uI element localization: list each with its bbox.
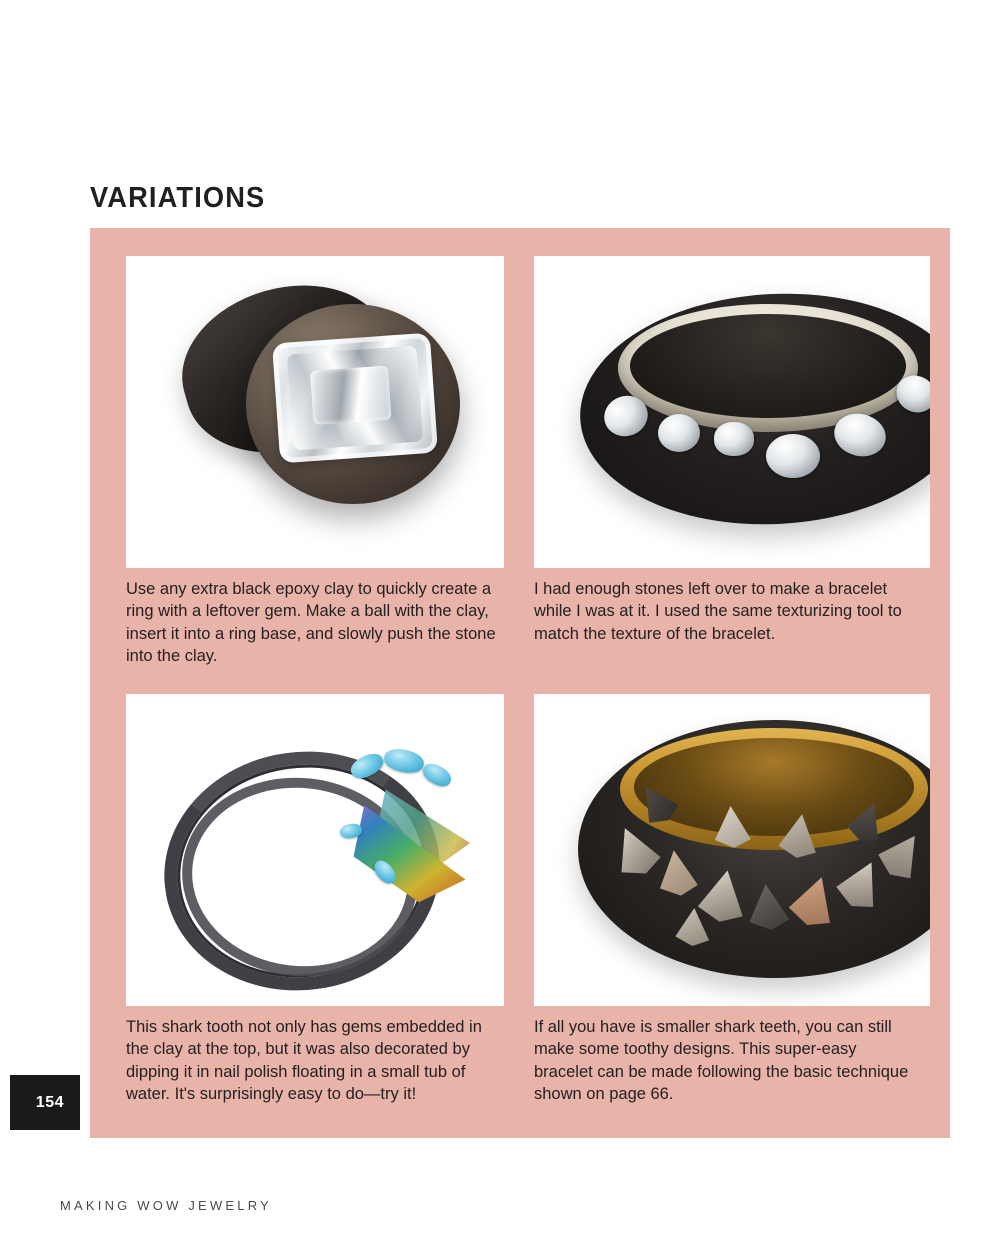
shark-tooth-necklace-photo bbox=[126, 694, 504, 1006]
variation-caption-4: If all you have is smaller shark teeth, you can still make some toothy designs. This super-easy bracelet can be made following the basic technique shown on page 66. bbox=[534, 1018, 909, 1104]
variation-item-3 bbox=[126, 694, 504, 1114]
clear-stone-shape bbox=[714, 422, 754, 456]
variations-grid bbox=[90, 228, 950, 1138]
page-number: 154 bbox=[35, 1093, 64, 1111]
page-number-tab bbox=[10, 1075, 80, 1130]
page-title: VARIATIONS bbox=[90, 182, 266, 214]
book-title-footer: MAKING WOW JEWELRY bbox=[60, 1198, 272, 1213]
stone-bracelet-photo bbox=[534, 256, 930, 568]
ring-illustration bbox=[126, 256, 504, 568]
clear-stone-shape bbox=[766, 434, 820, 478]
stone-bracelet-illustration bbox=[534, 256, 930, 568]
blue-gem-shape bbox=[382, 746, 426, 776]
clear-stone-shape bbox=[658, 414, 700, 452]
blue-gem-shape bbox=[420, 760, 455, 791]
bangle-inner-shadow-shape bbox=[630, 314, 906, 418]
variation-caption-2: I had enough stones left over to make a bracelet while I was at it. I used the same texturizing tool to match the texture of the bracelet. bbox=[534, 580, 902, 643]
shark-teeth-bracelet-illustration bbox=[534, 694, 930, 1006]
shark-tooth-necklace-illustration bbox=[126, 694, 504, 1006]
variation-caption-1: Use any extra black epoxy clay to quickly create a ring with a leftover gem. Make a ball with the clay, insert it into a ring base, and slowly push the stone into the clay. bbox=[126, 580, 496, 666]
variation-item-1 bbox=[126, 256, 504, 676]
variation-item-2 bbox=[534, 256, 930, 676]
variation-item-4 bbox=[534, 694, 930, 1114]
variations-panel bbox=[90, 228, 950, 1138]
variation-caption-3: This shark tooth not only has gems embedded in the clay at the top, but it was also decorated by dipping it in nail polish floating in a small tub of water. It's surprisingly easy to do—try it! bbox=[126, 1018, 482, 1104]
ring-photo bbox=[126, 256, 504, 568]
shark-teeth-bracelet-photo bbox=[534, 694, 930, 1006]
rectangular-gem-shape bbox=[272, 333, 438, 464]
